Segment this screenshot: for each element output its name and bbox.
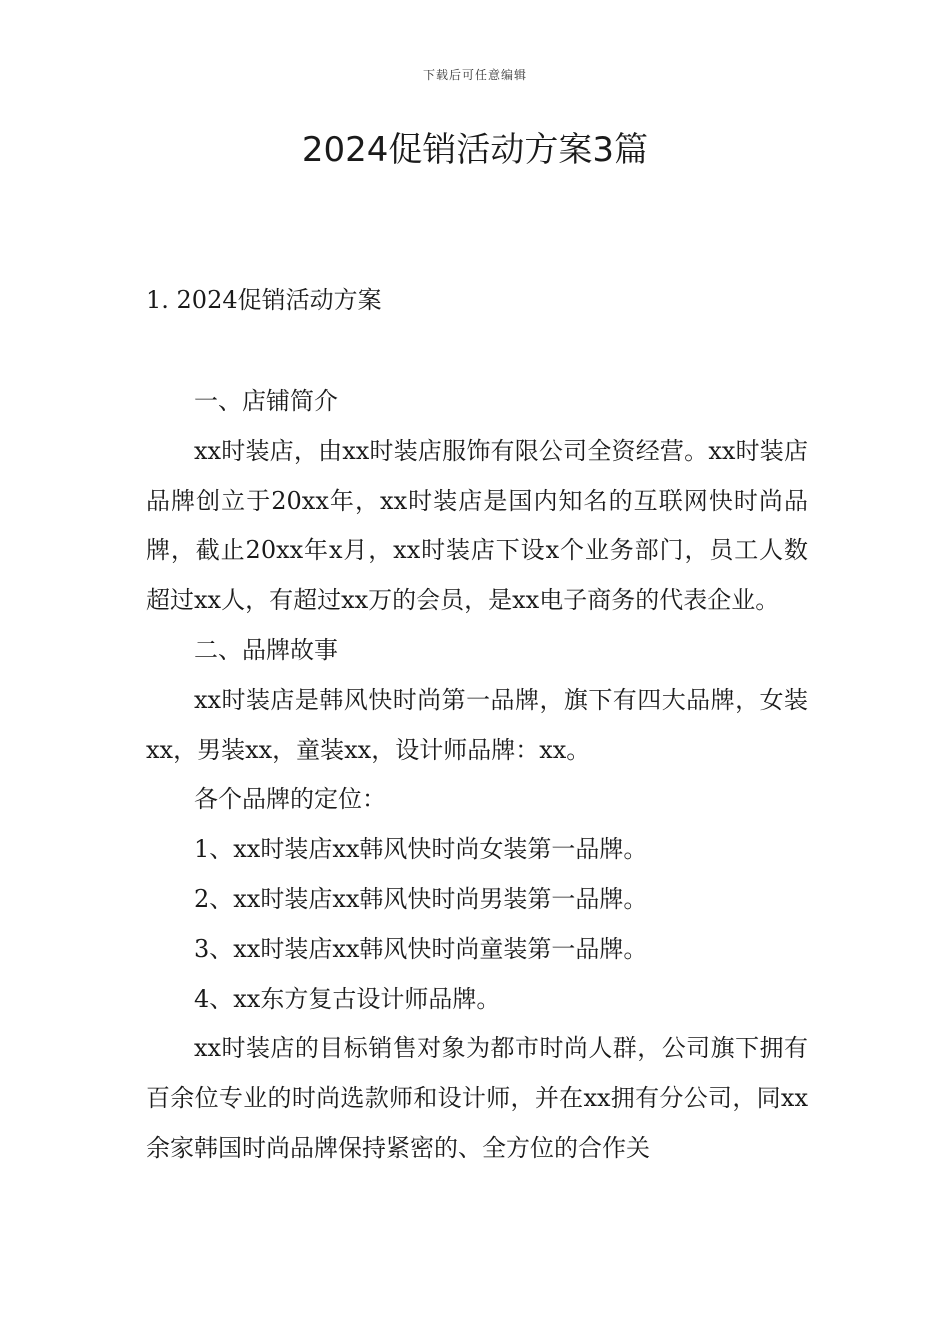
paragraph-target-customers: xx时装店的目标销售对象为都市时尚人群，公司旗下拥有百余位专业的时尚选款师和设计师，并在xx拥有分公司，同xx余家韩国时尚品牌保持紧密的、全方位的合作关 [146,1034,808,1162]
heading-brand-story: 二、品牌故事 [194,635,338,664]
header-note: 下载后可任意编辑 [422,68,527,82]
list-item: 4、xx东方复古设计师品牌。 [194,984,501,1013]
heading-store-intro: 一、店铺简介 [194,387,338,415]
document-title: 2024促销活动方案3篇 [301,130,649,170]
document-body [146,377,808,1174]
list-item: 1、xx时装店xx韩风快时尚女装第一品牌。 [194,835,648,864]
section-title: 1. 2024促销活动方案 [146,286,382,314]
list-item: 3、xx时装店xx韩风快时尚童装第一品牌。 [194,934,648,963]
paragraph-brand-positioning: 各个品牌的定位： [194,785,386,814]
list-item: 2、xx时装店xx韩风快时尚男装第一品牌。 [194,884,648,913]
paragraph-brand-story: xx时装店是韩风快时尚第一品牌，旗下有四大品牌，女装xx，男装xx，童装xx，设计师品牌：xx。 [146,685,808,764]
paragraph-store-intro: xx时装店，由xx时装店服饰有限公司全资经营。xx时装店品牌创立于20xx年，xx时装店是国内知名的互联网快时尚品牌，截止20xx年x月，xx时装店下设x个业务部门，员工人数超过xx人，有超过xx万的会员，是xx电子商务的代表企业。 [146,436,808,615]
